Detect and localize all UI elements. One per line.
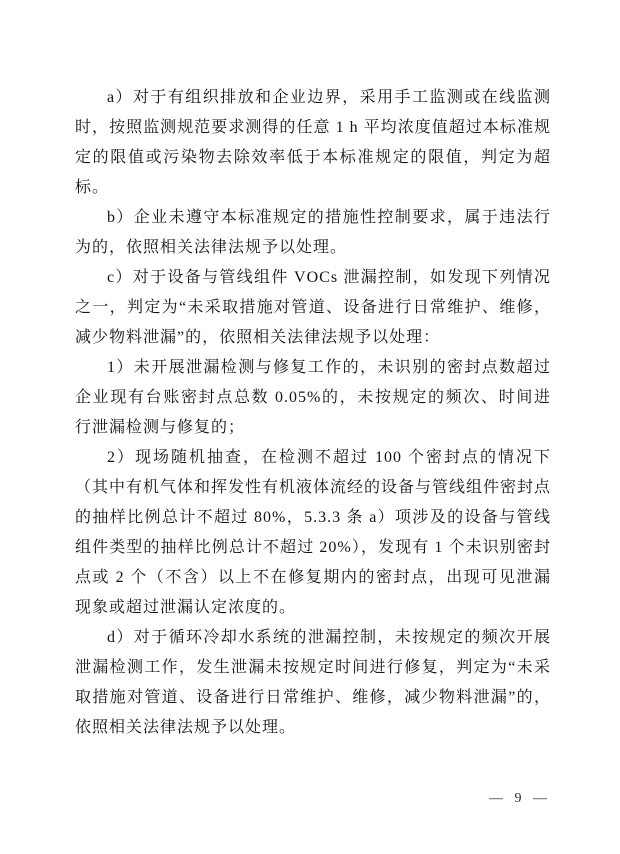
paragraph-item-a: a）对于有组织排放和企业边界，采用手工监测或在线监测时，按照监测规范要求测得的任意 1 h 平均浓度值超过本标准规定的限值或污染物去除效率低于本标准规定的限值，判定为超标。: [75, 89, 551, 196]
paragraph-item-c: c）对于设备与管线组件 VOCs 泄漏控制，如发现下列情况之一，判定为“未采取措施对管道、设备进行日常维护、维修，减少物料泄漏”的，依照相关法律法规予以处理：: [75, 269, 551, 346]
paragraph-subitem-2: 2）现场随机抽查，在检测不超过 100 个密封点的情况下（其中有机气体和挥发性有机液体流经的设备与管线组件密封点的抽样比例总计不超过 80%，5.3.3 条 a）项涉及的设备与管线组件类型的抽样比例总计不超过 20%），发现有 1 个未识别密封点或 2 个（不含）以上不在修复期内的密封点，出现可见泄漏现象或超过泄漏认定浓度的。: [75, 449, 552, 616]
document-body: [75, 83, 551, 743]
paragraph-subitem-1: 1）未开展泄漏检测与修复工作的，未识别的密封点数超过企业现有台账密封点总数 0.05%的，未按规定的频次、时间进行泄漏检测与修复的；: [75, 359, 551, 436]
page-number: — 9 —: [489, 791, 551, 806]
paragraph-item-b: b）企业未遵守本标准规定的措施性控制要求，属于违法行为的，依照相关法律法规予以处理。: [75, 209, 551, 256]
paragraph-item-d: d）对于循环冷却水系统的泄漏控制，未按规定的频次开展泄漏检测工作，发生泄漏未按规定时间进行修复，判定为“未采取措施对管道、设备进行日常维护、维修，减少物料泄漏”的，依照相关法律法规予以处理。: [75, 629, 551, 736]
